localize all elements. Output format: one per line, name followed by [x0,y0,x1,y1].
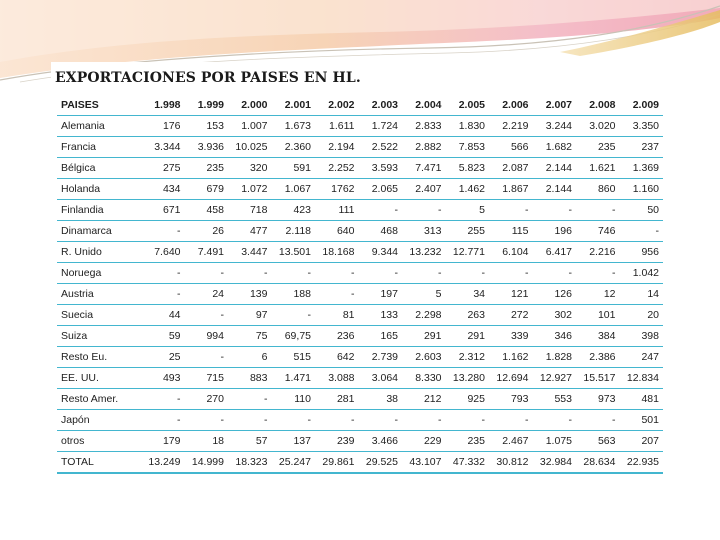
value-cell: 212 [402,389,446,410]
value-cell: 7.853 [446,137,490,158]
value-cell: - [141,263,185,284]
value-cell: 50 [620,200,664,221]
value-cell: 1.682 [533,137,577,158]
value-cell: 139 [228,284,272,305]
value-cell: - [228,389,272,410]
header-year: 2.001 [272,95,316,116]
value-cell: 2.467 [489,431,533,452]
value-cell: 188 [272,284,316,305]
value-cell: 501 [620,410,664,431]
value-cell: - [141,389,185,410]
value-cell: 640 [315,221,359,242]
value-cell: - [141,410,185,431]
value-cell: 115 [489,221,533,242]
total-cell: 32.984 [533,452,577,474]
value-cell: 1.867 [489,179,533,200]
total-cell: 14.999 [185,452,229,474]
header-year: 2.009 [620,95,664,116]
total-cell: 25.247 [272,452,316,474]
value-cell: 12 [576,284,620,305]
value-cell: 18 [185,431,229,452]
value-cell: - [533,263,577,284]
total-cell: 30.812 [489,452,533,474]
value-cell: - [446,410,490,431]
value-cell: - [141,221,185,242]
value-cell: 515 [272,347,316,368]
value-cell: 3.020 [576,116,620,137]
value-cell: - [185,347,229,368]
value-cell: 973 [576,389,620,410]
value-cell: 291 [402,326,446,347]
value-cell: 111 [315,200,359,221]
total-cell: 18.323 [228,452,272,474]
value-cell: 1.072 [228,179,272,200]
value-cell: 3.244 [533,116,577,137]
country-cell: EE. UU. [57,368,141,389]
value-cell: - [315,263,359,284]
country-cell: Noruega [57,263,141,284]
value-cell: 69,75 [272,326,316,347]
value-cell: 2.312 [446,347,490,368]
value-cell: 12.834 [620,368,664,389]
value-cell: 1.828 [533,347,577,368]
value-cell: 2.360 [272,137,316,158]
value-cell: 12.927 [533,368,577,389]
header-year: 2.003 [359,95,403,116]
value-cell: 1.007 [228,116,272,137]
value-cell: 270 [185,389,229,410]
value-cell: 2.194 [315,137,359,158]
value-cell: 44 [141,305,185,326]
value-cell: 2.407 [402,179,446,200]
value-cell: 197 [359,284,403,305]
table-row [57,389,663,410]
value-cell: 346 [533,326,577,347]
value-cell: 2.833 [402,116,446,137]
value-cell: 9.344 [359,242,403,263]
value-cell: 236 [315,326,359,347]
table-row [57,242,663,263]
value-cell: 281 [315,389,359,410]
value-cell: 6.417 [533,242,577,263]
country-cell: Alemania [57,116,141,137]
value-cell: 75 [228,326,272,347]
total-row [57,452,663,474]
value-cell: 207 [620,431,664,452]
value-cell: 320 [228,158,272,179]
table-row [57,263,663,284]
value-cell: 235 [446,431,490,452]
header-year: 2.004 [402,95,446,116]
value-cell: 272 [489,305,533,326]
value-cell: 2.739 [359,347,403,368]
value-cell: 384 [576,326,620,347]
header-year: 2.000 [228,95,272,116]
value-cell: 2.386 [576,347,620,368]
value-cell: 38 [359,389,403,410]
value-cell: 3.936 [185,137,229,158]
value-cell: - [315,284,359,305]
value-cell: 1.471 [272,368,316,389]
value-cell: 715 [185,368,229,389]
total-cell: 13.249 [141,452,185,474]
value-cell: 15.517 [576,368,620,389]
country-cell: Suecia [57,305,141,326]
value-cell: 2.144 [533,158,577,179]
country-cell: Holanda [57,179,141,200]
value-cell: 642 [315,347,359,368]
total-label: TOTAL [57,452,141,474]
value-cell: 81 [315,305,359,326]
value-cell: 2.219 [489,116,533,137]
value-cell: 2.118 [272,221,316,242]
table-row [57,221,663,242]
value-cell: 101 [576,305,620,326]
value-cell: 239 [315,431,359,452]
value-cell: 481 [620,389,664,410]
total-cell: 47.332 [446,452,490,474]
table-row [57,410,663,431]
value-cell: - [185,410,229,431]
value-cell: 3.447 [228,242,272,263]
value-cell: 5 [402,284,446,305]
value-cell: 1.369 [620,158,664,179]
value-cell: 229 [402,431,446,452]
value-cell: 24 [185,284,229,305]
value-cell: 563 [576,431,620,452]
value-cell: 1.462 [446,179,490,200]
value-cell: 235 [185,158,229,179]
table-row [57,116,663,137]
value-cell: - [402,200,446,221]
value-cell: 1.042 [620,263,664,284]
table-header-row [57,95,663,116]
value-cell: 137 [272,431,316,452]
value-cell: 566 [489,137,533,158]
value-cell: 925 [446,389,490,410]
header-country: PAISES [57,95,141,116]
value-cell: - [315,410,359,431]
value-cell: 2.216 [576,242,620,263]
value-cell: 1.621 [576,158,620,179]
value-cell: 12.694 [489,368,533,389]
value-cell: 275 [141,158,185,179]
value-cell: 423 [272,200,316,221]
value-cell: 2.603 [402,347,446,368]
header-year: 2.006 [489,95,533,116]
value-cell: - [359,200,403,221]
value-cell: 110 [272,389,316,410]
value-cell: 398 [620,326,664,347]
value-cell: 13.232 [402,242,446,263]
value-cell: 26 [185,221,229,242]
table-row [57,179,663,200]
table-row [57,431,663,452]
value-cell: 458 [185,200,229,221]
value-cell: 302 [533,305,577,326]
value-cell: 7.471 [402,158,446,179]
value-cell: 434 [141,179,185,200]
value-cell: 746 [576,221,620,242]
value-cell: 10.025 [228,137,272,158]
table-row [57,347,663,368]
value-cell: 179 [141,431,185,452]
value-cell: 1.160 [620,179,664,200]
value-cell: 165 [359,326,403,347]
value-cell: - [489,410,533,431]
value-cell: - [272,263,316,284]
value-cell: 196 [533,221,577,242]
header-year: 2.005 [446,95,490,116]
value-cell: 3.593 [359,158,403,179]
total-cell: 29.525 [359,452,403,474]
value-cell: 793 [489,389,533,410]
value-cell: 883 [228,368,272,389]
value-cell: 1.067 [272,179,316,200]
value-cell: - [359,263,403,284]
total-cell: 43.107 [402,452,446,474]
value-cell: 2.298 [402,305,446,326]
value-cell: 2.252 [315,158,359,179]
country-cell: Austria [57,284,141,305]
header-year: 1.999 [185,95,229,116]
country-cell: Resto Eu. [57,347,141,368]
table-row [57,284,663,305]
value-cell: 18.168 [315,242,359,263]
value-cell: - [489,200,533,221]
table-row [57,200,663,221]
value-cell: - [576,263,620,284]
value-cell: - [359,410,403,431]
value-cell: 679 [185,179,229,200]
value-cell: 2.087 [489,158,533,179]
country-cell: R. Unido [57,242,141,263]
value-cell: 313 [402,221,446,242]
value-cell: - [576,410,620,431]
value-cell: 20 [620,305,664,326]
value-cell: 1.075 [533,431,577,452]
country-cell: Finlandia [57,200,141,221]
country-cell: Suiza [57,326,141,347]
value-cell: - [272,305,316,326]
value-cell: 13.501 [272,242,316,263]
value-cell: 493 [141,368,185,389]
value-cell: 8.330 [402,368,446,389]
value-cell: - [185,263,229,284]
table-row [57,305,663,326]
value-cell: 7.491 [185,242,229,263]
value-cell: 12.771 [446,242,490,263]
value-cell: 339 [489,326,533,347]
value-cell: 263 [446,305,490,326]
value-cell: 13.280 [446,368,490,389]
value-cell: 1762 [315,179,359,200]
value-cell: 3.350 [620,116,664,137]
value-cell: - [228,263,272,284]
value-cell: 718 [228,200,272,221]
value-cell: 3.064 [359,368,403,389]
table-row [57,326,663,347]
value-cell: - [272,410,316,431]
value-cell: 255 [446,221,490,242]
country-cell: Francia [57,137,141,158]
value-cell: 6 [228,347,272,368]
value-cell: 468 [359,221,403,242]
table-row [57,137,663,158]
country-cell: Japón [57,410,141,431]
value-cell: 671 [141,200,185,221]
value-cell: 7.640 [141,242,185,263]
value-cell: 1.830 [446,116,490,137]
country-cell: Dinamarca [57,221,141,242]
value-cell: - [141,284,185,305]
total-cell: 28.634 [576,452,620,474]
value-cell: 1.162 [489,347,533,368]
page-title: EXPORTACIONES POR PAISES EN HL. [55,70,361,86]
value-cell: - [228,410,272,431]
value-cell: 553 [533,389,577,410]
value-cell: 591 [272,158,316,179]
value-cell: 57 [228,431,272,452]
value-cell: 5 [446,200,490,221]
total-cell: 29.861 [315,452,359,474]
value-cell: 6.104 [489,242,533,263]
value-cell: 2.144 [533,179,577,200]
table-row [57,158,663,179]
country-cell: Resto Amer. [57,389,141,410]
value-cell: 1.611 [315,116,359,137]
exports-table [57,95,663,474]
value-cell: - [620,221,664,242]
value-cell: 2.065 [359,179,403,200]
value-cell: 237 [620,137,664,158]
header-year: 2.008 [576,95,620,116]
value-cell: - [446,263,490,284]
header-year: 1.998 [141,95,185,116]
value-cell: 59 [141,326,185,347]
header-year: 2.007 [533,95,577,116]
value-cell: 176 [141,116,185,137]
value-cell: 3.088 [315,368,359,389]
value-cell: - [402,410,446,431]
value-cell: 126 [533,284,577,305]
value-cell: 235 [576,137,620,158]
value-cell: - [533,200,577,221]
value-cell: 3.466 [359,431,403,452]
total-cell: 22.935 [620,452,664,474]
value-cell: 133 [359,305,403,326]
value-cell: 34 [446,284,490,305]
country-cell: Bélgica [57,158,141,179]
value-cell: - [402,263,446,284]
value-cell: 1.673 [272,116,316,137]
value-cell: 956 [620,242,664,263]
value-cell: 121 [489,284,533,305]
value-cell: - [576,200,620,221]
value-cell: 5.823 [446,158,490,179]
value-cell: 860 [576,179,620,200]
value-cell: 994 [185,326,229,347]
value-cell: 2.522 [359,137,403,158]
value-cell: 291 [446,326,490,347]
value-cell: 247 [620,347,664,368]
value-cell: 153 [185,116,229,137]
value-cell: 14 [620,284,664,305]
value-cell: - [489,263,533,284]
value-cell: 97 [228,305,272,326]
country-cell: otros [57,431,141,452]
header-year: 2.002 [315,95,359,116]
value-cell: - [533,410,577,431]
value-cell: 3.344 [141,137,185,158]
value-cell: 1.724 [359,116,403,137]
value-cell: - [185,305,229,326]
table-row [57,368,663,389]
value-cell: 25 [141,347,185,368]
value-cell: 477 [228,221,272,242]
value-cell: 2.882 [402,137,446,158]
